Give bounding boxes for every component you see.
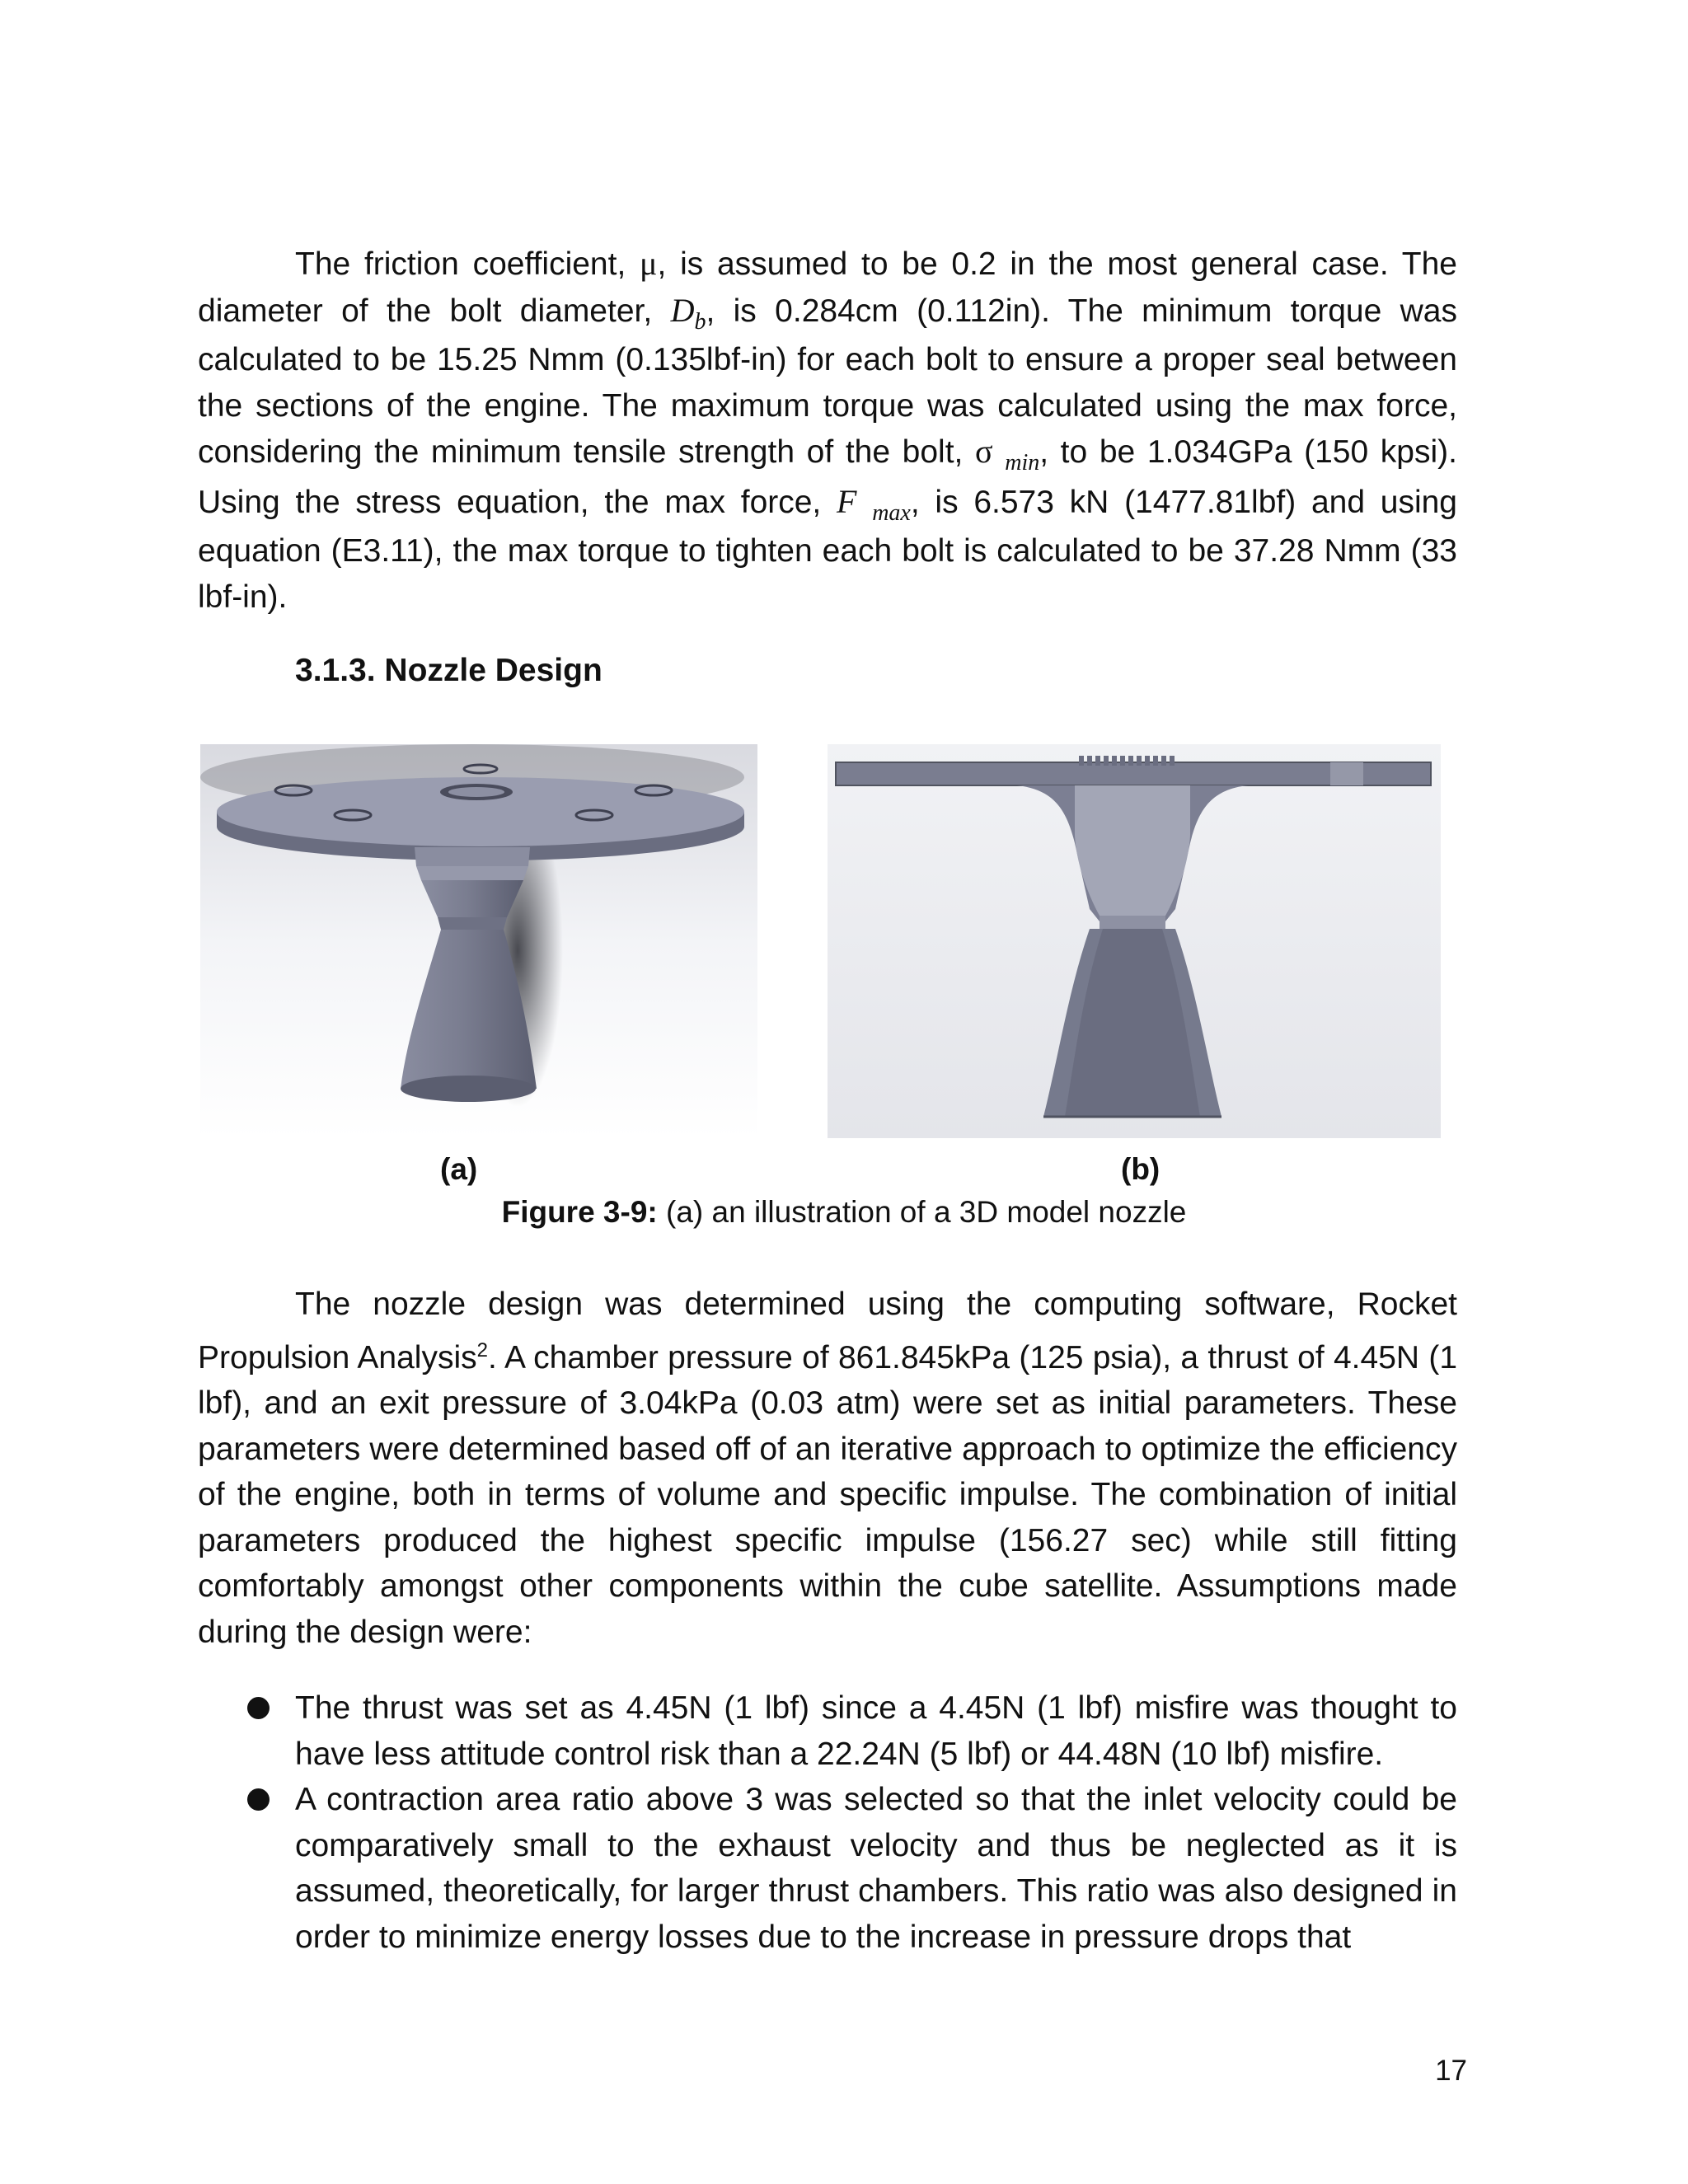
assumptions-list — [198, 1685, 1457, 1960]
para1-text-d: , to be 1.034GPa (150 kpsi). Using the stress equation, the max force, — [198, 434, 1457, 520]
figure-label-b: (b) — [1121, 1152, 1160, 1186]
db-subscript: b — [694, 308, 706, 335]
nozzle-cross-section-drawing — [828, 744, 1441, 1138]
list-item — [198, 1777, 1457, 1960]
page-number: 17 — [1435, 2055, 1467, 2087]
paragraph-nozzle-design — [198, 1282, 1457, 1655]
section-heading: 3.1.3. Nozzle Design — [295, 653, 603, 688]
nozzle-3d-render-b — [828, 744, 1441, 1138]
mu-symbol: μ — [640, 245, 658, 282]
sigma-subscript: min — [1005, 450, 1040, 476]
para2-text-a: The nozzle design was determined using the computing software, Rocket Propulsion Analysis — [198, 1286, 1457, 1376]
paragraph-bolt-torque — [198, 241, 1457, 620]
figure-label-a: (a) — [440, 1152, 478, 1186]
list-item-text: The thrust was set as 4.45N (1 lbf) since a 4.45N (1 lbf) misfire was thought to have less attitude control risk than a 22.24N (5 lbf) or 44.48N (10 lbf) misfire. — [295, 1690, 1457, 1772]
para1-text-e: , is 6.573 kN (1477.81lbf) and using equation (E3.11), the max torque to tighten each bolt is calculated to be 37.28 Nmm (33 lbf-in). — [198, 484, 1457, 615]
figure-caption-text: (a) an illustration of a 3D model nozzle — [657, 1195, 1187, 1229]
bullet-icon — [247, 1697, 270, 1719]
list-item — [198, 1685, 1457, 1777]
nozzle-isometric-drawing — [200, 744, 757, 1138]
para1-text-c: , is 0.284cm (0.112in). The minimum torque was calculated to be 15.25 Nmm (0.135lbf-in) for each bolt to ensure a proper seal between the sections of the engine. The maximum torque was calculated using the max force, considering the minimum tensile strength of the bolt, — [198, 293, 1458, 470]
para2-text-b: . A chamber pressure of 861.845kPa (125 psia), a thrust of 4.45N (1 lbf), and an exit pressure of 3.04kPa (0.03 atm) were set as initial parameters. These parameters were determined based off of an iterative approach to optimize the efficiency of the engine, both in terms of volume and specific impulse. The combination of initial parameters produced the highest specific impulse (156.27 sec) while still fitting comfortably amongst other components within the cube satellite. Assumptions made during the design were: — [198, 1339, 1458, 1650]
sigma-symbol: σ — [975, 433, 993, 470]
para1-text-a: The friction coefficient, — [295, 246, 640, 282]
f-subscript: max — [872, 499, 911, 526]
list-item-text: A contraction area ratio above 3 was selected so that the inlet velocity could be comparatively small to the exhaust velocity and thus be neglected as it is assumed, theoretically, for larger thrust chambers. This ratio was also designed in order to minimize energy losses due to the increase in pressure drops that — [295, 1782, 1457, 1955]
bullet-icon — [247, 1788, 270, 1811]
f-symbol: F — [837, 482, 857, 520]
figure-caption-label: Figure 3-9: — [501, 1195, 658, 1229]
figure-caption — [0, 1195, 1688, 1230]
footnote-ref: 2 — [476, 1338, 488, 1361]
db-symbol: D — [670, 291, 695, 329]
nozzle-3d-render-a — [200, 744, 757, 1138]
para1-text-b: , is assumed to be 0.2 in the most general case. The diameter of the bolt diameter, — [198, 246, 1457, 329]
